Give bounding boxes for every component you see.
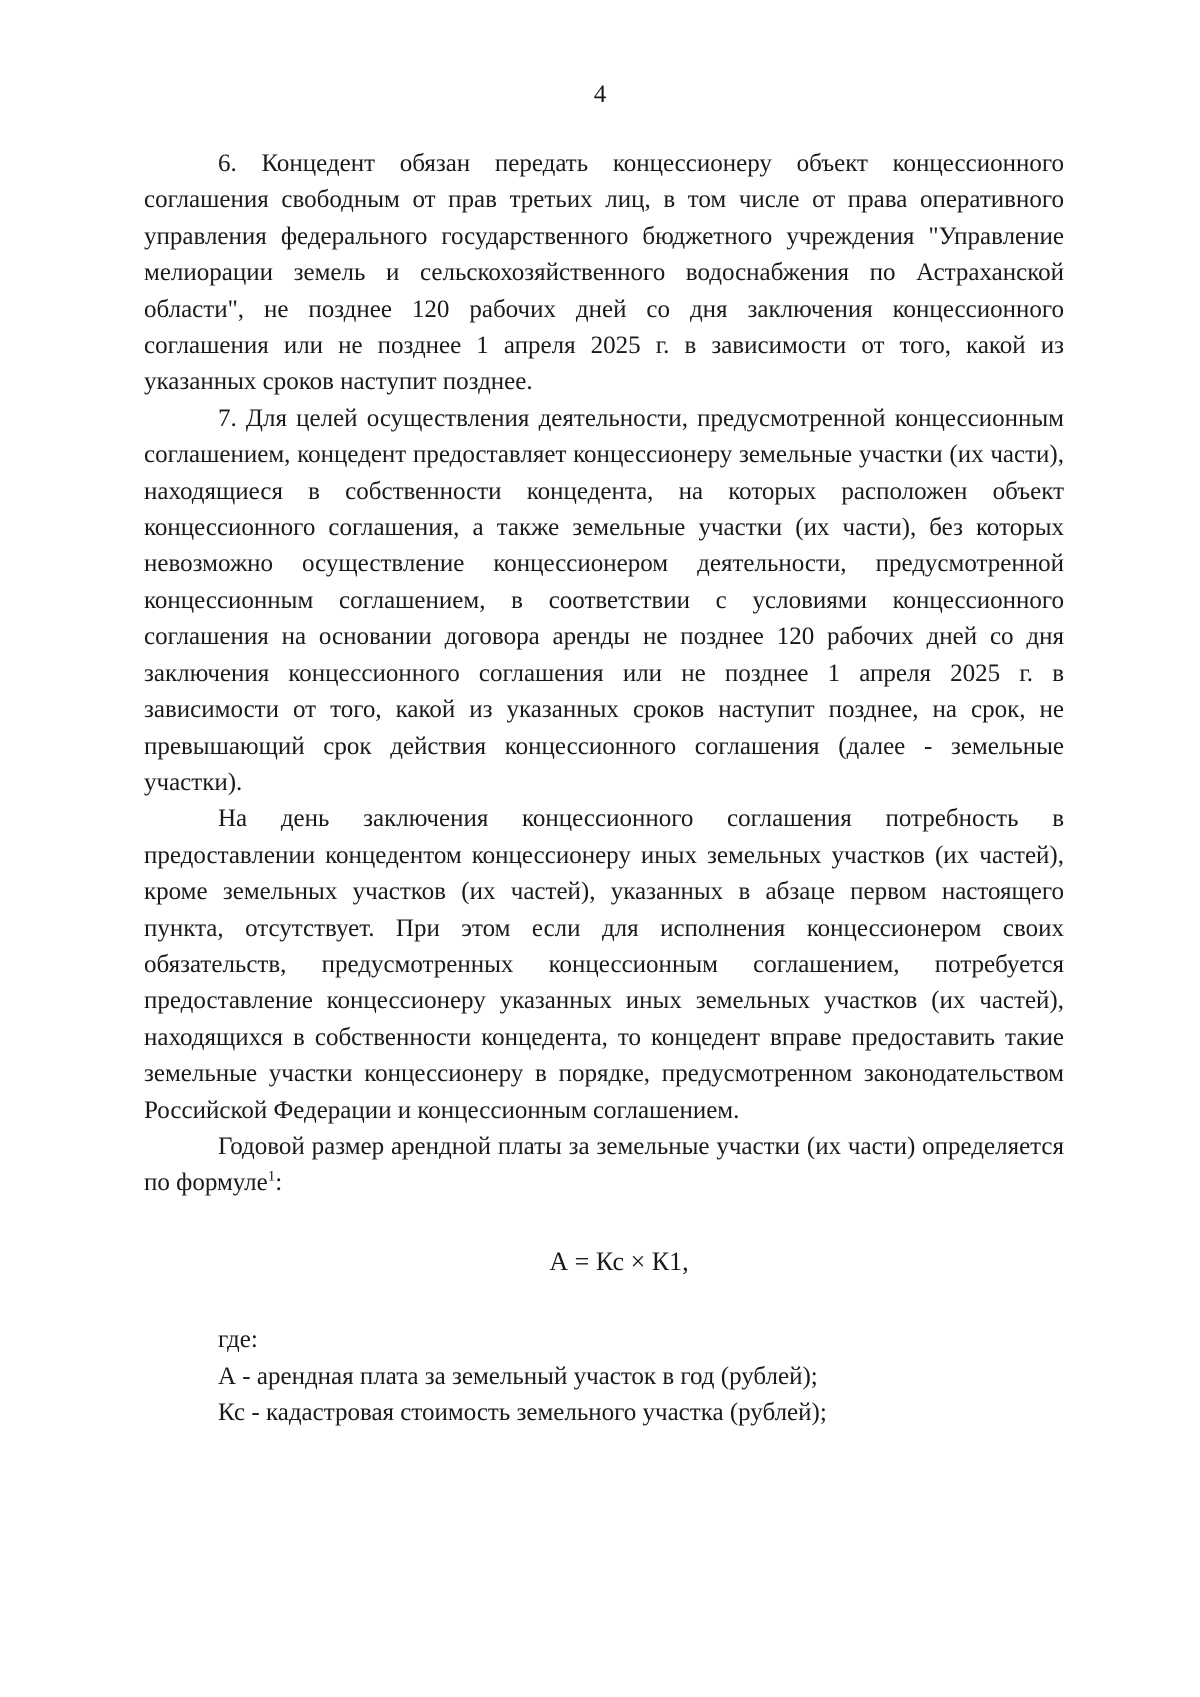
paragraph-other-land-plots: На день заключения концессионного соглашения потребность в предоставлении концедентом концессионеру иных земельных участков (их частей), кроме земельных участков (их частей), указанных в абзаце первом настоящего пункта, отсутствует. При этом если для исполнения концессионером своих обязательств, предусмотренных концессионным соглашением, потребуется предоставление концессионеру указанных иных земельных участков (их частей), находящихся в собственности концедента, то концедент вправе предоставить такие земельные участки концессионеру в порядке, предусмотренном законодательством Российской Федерации и концессионным соглашением. (144, 805, 1064, 1124)
definition-cadastral-value: Кс - кадастровая стоимость земельного участка (рублей); (218, 1399, 827, 1426)
paragraph-item-7: 7. Для целей осуществления деятельности, предусмотренной концессионным соглашением, концедент предоставляет концессионеру земельные участки (их части), находящиеся в собственности концедента, на которых расположен объект концессионного соглашения, а также земельные участки (их части), без которых невозможно осуществление концессионером деятельности, предусмотренной концессионным соглашением, в соответствии с условиями концессионного соглашения на основании договора аренды не позднее 120 рабочих дней со дня заключения концессионного соглашения или не позднее 1 апреля 2025 г. в зависимости от того, какой из указанных сроков наступит позднее, на срок, не превышающий срок действия концессионного соглашения (далее - земельные участки). (144, 404, 1064, 796)
rent-formula: А = Кс × К1, (549, 1246, 689, 1276)
definition-annual-rent: А - арендная плата за земельный участок в год (рублей); (218, 1362, 818, 1390)
paragraph-item-6: 6. Концедент обязан передать концессионеру объект концессионного соглашения свободным от прав третьих лиц, в том числе от права оперативного управления федерального государственного бюджетного учреждения "Управление мелиорации земель и сельскохозяйственного водоснабжения по Астраханской области", не позднее 120 рабочих дней со дня заключения концессионного соглашения или не позднее 1 апреля 2025 г. в зависимости от того, какой из указанных сроков наступит позднее. (144, 150, 1064, 396)
definitions-intro: где: (218, 1326, 258, 1354)
footnote-reference: 1 (267, 1169, 276, 1186)
rent-formula-intro-colon: : (275, 1169, 283, 1197)
paragraph-rent-formula-intro (144, 1129, 1064, 1202)
rent-formula-intro-text: Годовой размер арендной платы за земельные участки (их части) определяется по формуле (144, 1132, 1064, 1197)
page-number: 4 (593, 81, 607, 108)
document-body (144, 146, 1064, 1431)
